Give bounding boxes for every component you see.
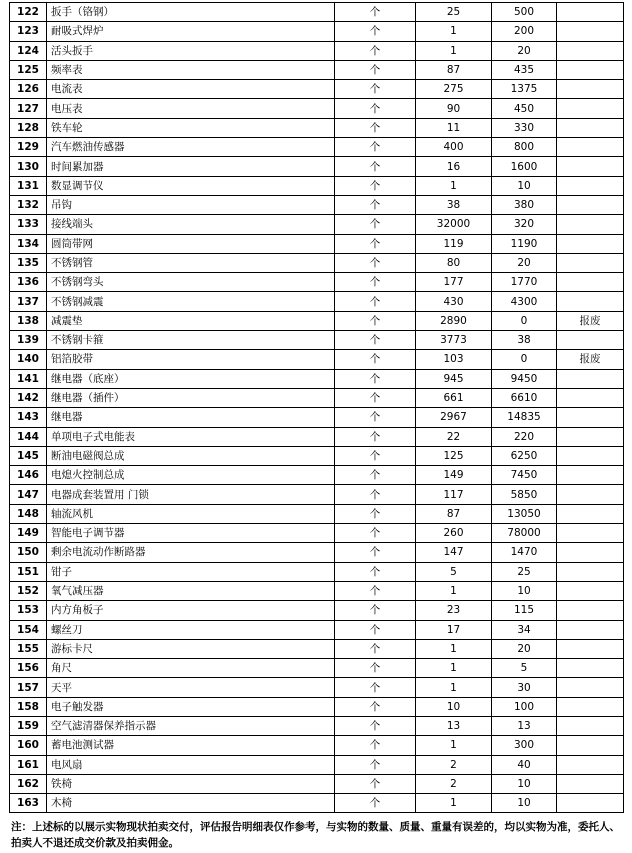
item-name: 铝箔胶带 [47,350,335,369]
item-name: 继电器（底座） [47,369,335,388]
table-row [10,581,624,600]
table-row [10,446,624,465]
item-number: 163 [10,794,47,813]
item-name: 不锈钢减震 [47,292,335,311]
item-quantity: 90 [416,99,492,118]
table-row [10,794,624,813]
item-name: 游标卡尺 [47,639,335,658]
item-value: 800 [492,138,557,157]
item-quantity: 38 [416,195,492,214]
item-unit: 个 [335,99,416,118]
item-quantity: 275 [416,80,492,99]
item-value: 25 [492,562,557,581]
item-unit: 个 [335,118,416,137]
item-number: 142 [10,388,47,407]
item-number: 126 [10,80,47,99]
table-row [10,485,624,504]
item-quantity: 1 [416,639,492,658]
item-name: 钳子 [47,562,335,581]
item-unit: 个 [335,195,416,214]
item-quantity: 1 [416,581,492,600]
item-note [557,408,624,427]
item-value: 5850 [492,485,557,504]
item-number: 156 [10,659,47,678]
item-note [557,697,624,716]
item-name: 继电器（插件） [47,388,335,407]
item-name: 电流表 [47,80,335,99]
item-quantity: 16 [416,157,492,176]
table-row [10,524,624,543]
table-row [10,408,624,427]
item-note [557,195,624,214]
item-number: 137 [10,292,47,311]
item-name: 空气滤清器保养指示器 [47,716,335,735]
item-value: 9450 [492,369,557,388]
item-value: 1600 [492,157,557,176]
item-name: 铁椅 [47,774,335,793]
item-quantity: 1 [416,176,492,195]
table-row [10,22,624,41]
table-row [10,504,624,523]
item-number: 129 [10,138,47,157]
table-row [10,138,624,157]
item-number: 128 [10,118,47,137]
item-note [557,716,624,735]
table-row [10,601,624,620]
item-name: 时间累加器 [47,157,335,176]
item-number: 144 [10,427,47,446]
item-quantity: 2890 [416,311,492,330]
item-value: 450 [492,99,557,118]
item-unit: 个 [335,543,416,562]
item-note [557,543,624,562]
item-note [557,60,624,79]
item-unit: 个 [335,697,416,716]
item-quantity: 2 [416,755,492,774]
table-row [10,215,624,234]
item-unit: 个 [335,234,416,253]
item-unit: 个 [335,485,416,504]
item-quantity: 5 [416,562,492,581]
table-row [10,678,624,697]
item-note [557,466,624,485]
item-name: 电器成套装置用 门锁 [47,485,335,504]
item-quantity: 22 [416,427,492,446]
item-number: 160 [10,736,47,755]
item-name: 圆筒带网 [47,234,335,253]
item-unit: 个 [335,41,416,60]
item-value: 200 [492,22,557,41]
item-value: 20 [492,41,557,60]
item-note [557,601,624,620]
table-row [10,118,624,137]
item-name: 轴流风机 [47,504,335,523]
item-note [557,99,624,118]
item-note [557,331,624,350]
item-number: 135 [10,253,47,272]
item-unit: 个 [335,466,416,485]
item-note [557,485,624,504]
item-quantity: 125 [416,446,492,465]
item-number: 162 [10,774,47,793]
item-unit: 个 [335,581,416,600]
item-number: 136 [10,273,47,292]
item-quantity: 945 [416,369,492,388]
item-value: 13 [492,716,557,735]
item-value: 5 [492,659,557,678]
item-quantity: 260 [416,524,492,543]
item-unit: 个 [335,736,416,755]
item-name: 铁车轮 [47,118,335,137]
item-value: 330 [492,118,557,137]
item-number: 158 [10,697,47,716]
table-row [10,659,624,678]
table-row [10,543,624,562]
item-value: 38 [492,331,557,350]
item-note [557,157,624,176]
item-name: 内方角板子 [47,601,335,620]
table-row [10,620,624,639]
item-unit: 个 [335,504,416,523]
item-quantity: 1 [416,678,492,697]
item-note [557,446,624,465]
item-name: 减震垫 [47,311,335,330]
item-value: 1470 [492,543,557,562]
item-quantity: 80 [416,253,492,272]
item-unit: 个 [335,60,416,79]
table-row [10,41,624,60]
item-quantity: 17 [416,620,492,639]
item-unit: 个 [335,408,416,427]
item-note [557,639,624,658]
item-number: 151 [10,562,47,581]
table-row [10,253,624,272]
item-note [557,504,624,523]
item-number: 133 [10,215,47,234]
item-unit: 个 [335,794,416,813]
item-name: 活头扳手 [47,41,335,60]
item-unit: 个 [335,215,416,234]
item-number: 150 [10,543,47,562]
item-note [557,41,624,60]
item-unit: 个 [335,562,416,581]
item-unit: 个 [335,369,416,388]
item-value: 10 [492,774,557,793]
item-number: 140 [10,350,47,369]
item-note [557,253,624,272]
item-name: 不锈钢弯头 [47,273,335,292]
item-quantity: 103 [416,350,492,369]
item-name: 不锈钢卡箍 [47,331,335,350]
item-name: 电子触发器 [47,697,335,716]
table-row [10,157,624,176]
item-value: 320 [492,215,557,234]
item-value: 435 [492,60,557,79]
table-row [10,195,624,214]
item-value: 34 [492,620,557,639]
table-row [10,80,624,99]
item-unit: 个 [335,716,416,735]
item-quantity: 661 [416,388,492,407]
item-unit: 个 [335,350,416,369]
table-row [10,639,624,658]
item-quantity: 87 [416,60,492,79]
item-unit: 个 [335,659,416,678]
item-quantity: 430 [416,292,492,311]
item-number: 143 [10,408,47,427]
item-unit: 个 [335,601,416,620]
item-value: 20 [492,253,557,272]
item-value: 380 [492,195,557,214]
table-row [10,60,624,79]
item-value: 1190 [492,234,557,253]
item-quantity: 3773 [416,331,492,350]
item-note [557,562,624,581]
item-name: 断油电磁阀总成 [47,446,335,465]
item-name: 电熄火控制总成 [47,466,335,485]
item-unit: 个 [335,3,416,22]
item-value: 0 [492,350,557,369]
item-name: 扳手（铬钢） [47,3,335,22]
item-number: 134 [10,234,47,253]
item-quantity: 32000 [416,215,492,234]
item-note: 报废 [557,350,624,369]
item-value: 6610 [492,388,557,407]
item-value: 220 [492,427,557,446]
item-quantity: 13 [416,716,492,735]
inventory-rows [10,3,624,813]
item-number: 138 [10,311,47,330]
item-unit: 个 [335,678,416,697]
item-quantity: 149 [416,466,492,485]
item-unit: 个 [335,311,416,330]
item-note [557,273,624,292]
item-unit: 个 [335,22,416,41]
item-note [557,118,624,137]
table-row [10,697,624,716]
item-name: 电风扇 [47,755,335,774]
item-value: 30 [492,678,557,697]
item-number: 146 [10,466,47,485]
item-number: 152 [10,581,47,600]
item-number: 145 [10,446,47,465]
item-note [557,388,624,407]
item-number: 161 [10,755,47,774]
item-quantity: 25 [416,3,492,22]
item-value: 20 [492,639,557,658]
item-name: 蓄电池测试器 [47,736,335,755]
item-quantity: 23 [416,601,492,620]
item-quantity: 1 [416,41,492,60]
item-note: 报废 [557,311,624,330]
item-note [557,620,624,639]
table-row [10,3,624,22]
item-number: 148 [10,504,47,523]
item-number: 122 [10,3,47,22]
item-number: 132 [10,195,47,214]
item-unit: 个 [335,427,416,446]
item-name: 汽车燃油传感器 [47,138,335,157]
item-note [557,581,624,600]
table-row [10,273,624,292]
item-unit: 个 [335,774,416,793]
item-quantity: 1 [416,659,492,678]
item-value: 1770 [492,273,557,292]
item-number: 124 [10,41,47,60]
item-name: 频率表 [47,60,335,79]
item-value: 7450 [492,466,557,485]
table-row [10,774,624,793]
item-note [557,3,624,22]
item-note [557,22,624,41]
item-value: 6250 [492,446,557,465]
item-number: 127 [10,99,47,118]
item-quantity: 11 [416,118,492,137]
item-name: 剩余电流动作断路器 [47,543,335,562]
inventory-table [9,2,624,813]
table-row [10,755,624,774]
item-value: 13050 [492,504,557,523]
item-name: 角尺 [47,659,335,678]
item-quantity: 10 [416,697,492,716]
item-quantity: 87 [416,504,492,523]
item-note [557,292,624,311]
item-number: 159 [10,716,47,735]
table-row [10,292,624,311]
item-name: 单项电子式电能表 [47,427,335,446]
item-name: 螺丝刀 [47,620,335,639]
item-unit: 个 [335,273,416,292]
item-number: 153 [10,601,47,620]
item-number: 123 [10,22,47,41]
table-row [10,331,624,350]
table-row [10,99,624,118]
item-note [557,678,624,697]
table-row [10,562,624,581]
item-number: 130 [10,157,47,176]
table-row [10,176,624,195]
item-value: 10 [492,581,557,600]
table-row [10,234,624,253]
table-row [10,736,624,755]
item-quantity: 1 [416,736,492,755]
item-note [557,369,624,388]
item-quantity: 119 [416,234,492,253]
item-name: 不锈钢管 [47,253,335,272]
item-name: 接线端头 [47,215,335,234]
item-number: 125 [10,60,47,79]
item-name: 智能电子调节器 [47,524,335,543]
item-note [557,794,624,813]
item-quantity: 117 [416,485,492,504]
item-number: 139 [10,331,47,350]
item-value: 4300 [492,292,557,311]
item-number: 149 [10,524,47,543]
item-unit: 个 [335,176,416,195]
table-row [10,388,624,407]
item-name: 数显调节仪 [47,176,335,195]
item-value: 500 [492,3,557,22]
item-note [557,234,624,253]
item-value: 40 [492,755,557,774]
item-number: 155 [10,639,47,658]
item-name: 吊钩 [47,195,335,214]
table-row [10,466,624,485]
item-quantity: 400 [416,138,492,157]
item-unit: 个 [335,620,416,639]
item-note [557,176,624,195]
item-value: 14835 [492,408,557,427]
item-name: 电压表 [47,99,335,118]
item-note [557,215,624,234]
item-unit: 个 [335,253,416,272]
item-name: 天平 [47,678,335,697]
item-unit: 个 [335,524,416,543]
item-value: 300 [492,736,557,755]
item-unit: 个 [335,157,416,176]
item-number: 147 [10,485,47,504]
table-row [10,716,624,735]
item-note [557,755,624,774]
item-value: 1375 [492,80,557,99]
item-value: 0 [492,311,557,330]
item-note [557,80,624,99]
item-quantity: 147 [416,543,492,562]
item-note [557,774,624,793]
item-unit: 个 [335,639,416,658]
item-name: 耐吸式焊炉 [47,22,335,41]
item-value: 100 [492,697,557,716]
item-note [557,524,624,543]
item-unit: 个 [335,80,416,99]
item-name: 木椅 [47,794,335,813]
item-number: 154 [10,620,47,639]
item-number: 131 [10,176,47,195]
item-unit: 个 [335,446,416,465]
item-quantity: 177 [416,273,492,292]
item-number: 157 [10,678,47,697]
item-value: 78000 [492,524,557,543]
table-row [10,311,624,330]
table-row [10,427,624,446]
item-quantity: 1 [416,22,492,41]
item-note [557,659,624,678]
item-value: 115 [492,601,557,620]
item-note [557,427,624,446]
item-quantity: 2967 [416,408,492,427]
item-unit: 个 [335,331,416,350]
item-unit: 个 [335,755,416,774]
footnote: 注：上述标的以展示实物现状拍卖交付，评估报告明细表仅作参考，与实物的数量、质量、重量有误差的，均以实物为准，委托人、拍卖人不退还成交价款及拍卖佣金。 [11,821,620,849]
item-quantity: 2 [416,774,492,793]
item-name: 氧气减压器 [47,581,335,600]
item-quantity: 1 [416,794,492,813]
item-value: 10 [492,794,557,813]
item-unit: 个 [335,388,416,407]
table-row [10,369,624,388]
table-row [10,350,624,369]
item-note [557,736,624,755]
item-unit: 个 [335,138,416,157]
item-number: 141 [10,369,47,388]
item-note [557,138,624,157]
item-name: 继电器 [47,408,335,427]
item-value: 10 [492,176,557,195]
item-unit: 个 [335,292,416,311]
